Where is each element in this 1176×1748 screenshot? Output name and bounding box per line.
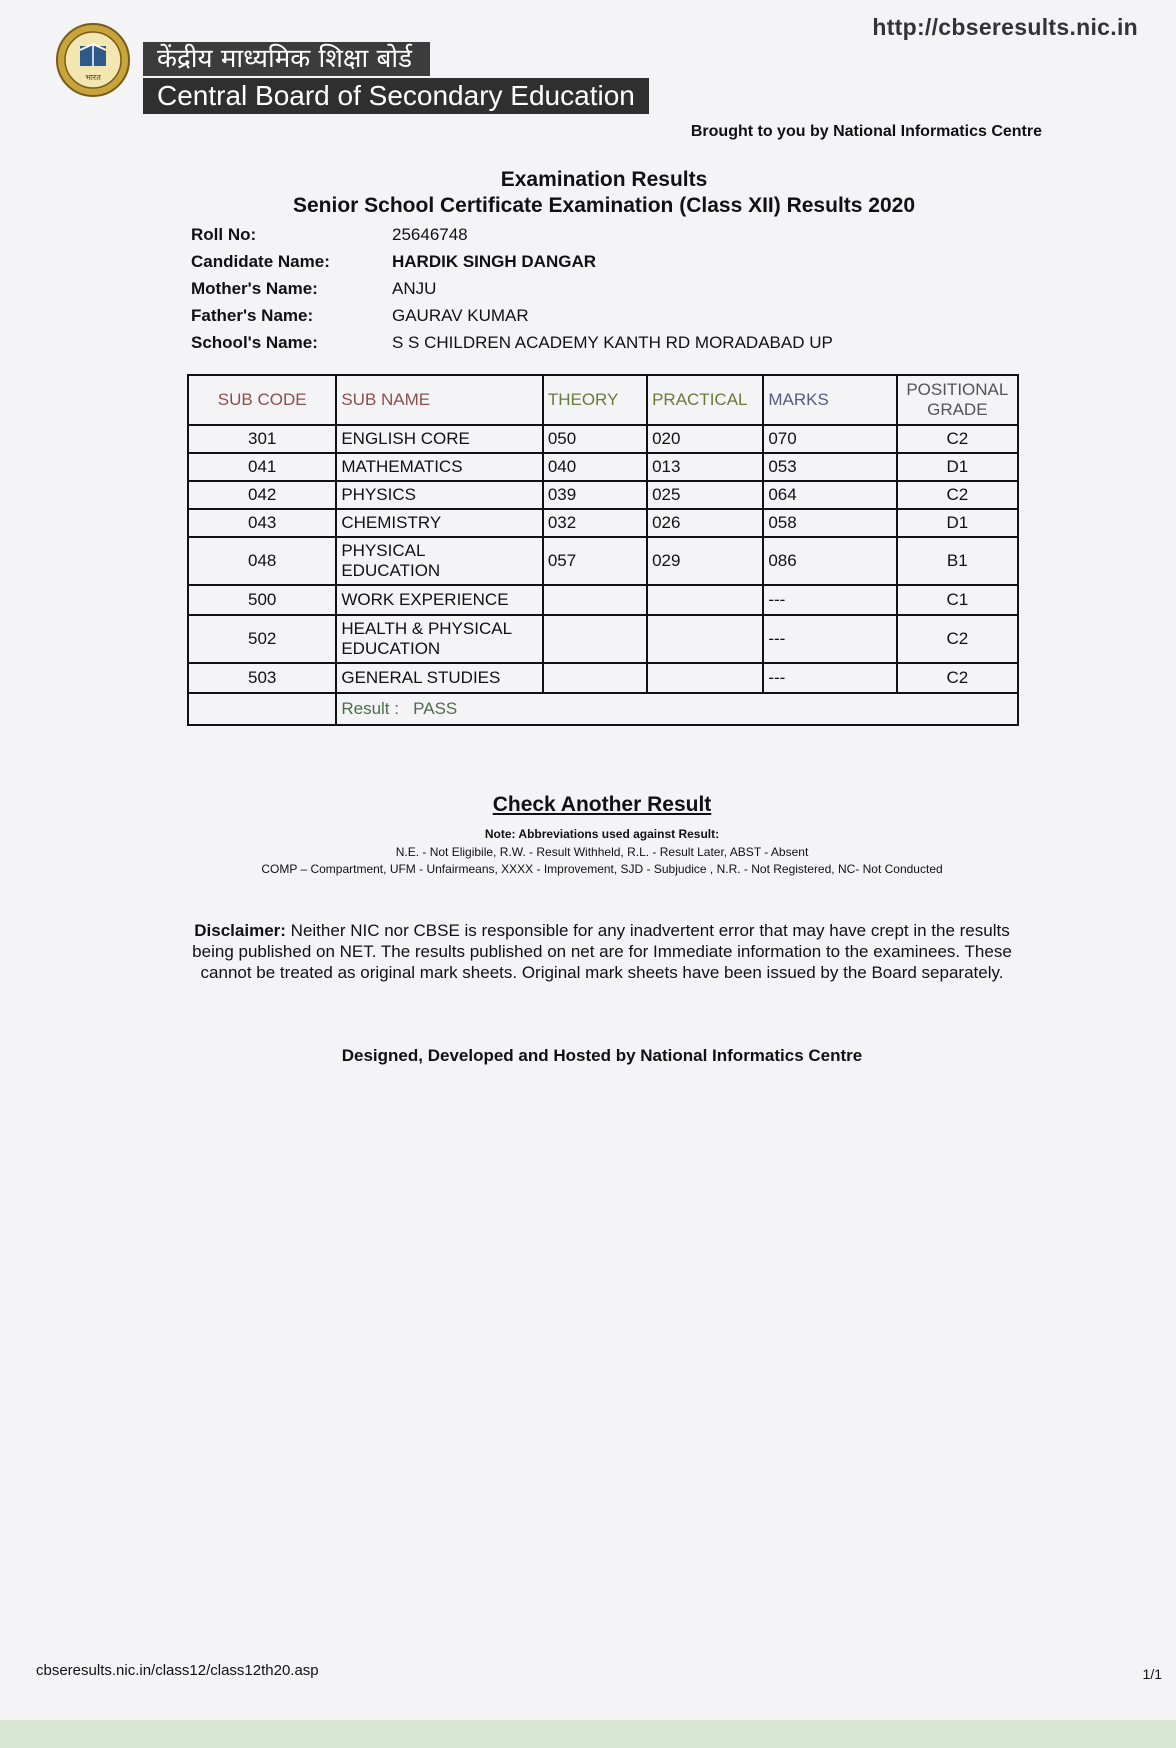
sub-code-cell: 502: [188, 615, 336, 663]
theory-cell: [543, 663, 647, 693]
sub-name-cell: [336, 537, 542, 585]
practical-cell: 025: [647, 481, 763, 509]
sub-name-cell: [336, 615, 542, 663]
theory-cell: 057: [543, 537, 647, 585]
header-theory: THEORY: [543, 375, 647, 425]
table-row: [188, 663, 1018, 693]
sub-name-cell: PHYSICS: [336, 481, 542, 509]
marks-cell: 064: [763, 481, 896, 509]
designed-by-text: Designed, Developed and Hosted by National Informatics Centre: [341, 1046, 863, 1065]
disclaimer-label: Disclaimer:: [194, 921, 286, 940]
result-row: [188, 693, 1018, 725]
note-line-1: N.E. - Not Eligibile, R.W. - Result Withheld, R.L. - Result Later, ABST - Absent: [395, 845, 809, 859]
grade-cell: C1: [897, 585, 1018, 615]
sub-name-cell: WORK EXPERIENCE: [336, 585, 542, 615]
cbse-emblem-icon: [54, 20, 132, 106]
grade-cell: B1: [897, 537, 1018, 585]
disclaimer: [188, 920, 1016, 983]
header-marks: MARKS: [763, 375, 896, 425]
grade-cell: D1: [897, 453, 1018, 481]
note-line-2: COMP – Compartment, UFM - Unfairmeans, XXXX - Improvement, SJD - Subjudice , N.R. - Not Registered, NC- Not Conducted: [261, 862, 943, 876]
sub-name-cell: CHEMISTRY: [336, 509, 542, 537]
marks-cell: 070: [763, 425, 896, 453]
site-url[interactable]: http://cbseresults.nic.in: [872, 14, 1138, 40]
mother-name-value: ANJU: [392, 279, 437, 298]
check-another-result-link[interactable]: Check Another Result: [492, 793, 712, 816]
table-row: [188, 509, 1018, 537]
sub-name-line1: HEALTH & PHYSICAL: [341, 619, 513, 638]
grade-cell: C2: [897, 615, 1018, 663]
result-spacer-cell: [188, 693, 336, 725]
marks-cell: ---: [763, 585, 896, 615]
grade-cell: D1: [897, 509, 1018, 537]
table-row: [188, 615, 1018, 663]
sub-name-cell: GENERAL STUDIES: [336, 663, 542, 693]
bottom-scan-strip: [0, 1720, 1176, 1748]
marks-cell: 086: [763, 537, 896, 585]
disclaimer-text: Neither NIC nor CBSE is responsible for any inadvertent error that may have crept in the results being published on NET. The results published on net are for Immediate information to the examinees. These cannot be treated as original mark sheets. Original mark sheets have been issued by the Board separately.: [192, 921, 1012, 982]
school-name-value: S S CHILDREN ACADEMY KANTH RD MORADABAD UP: [392, 333, 833, 352]
marks-table: [187, 374, 1019, 726]
theory-cell: 039: [543, 481, 647, 509]
practical-cell: 026: [647, 509, 763, 537]
result-value: PASS: [413, 699, 458, 718]
sub-code-cell: 503: [188, 663, 336, 693]
theory-cell: 032: [543, 509, 647, 537]
practical-cell: [647, 585, 763, 615]
school-name-label: School's Name:: [191, 333, 318, 352]
candidate-name-label: Candidate Name:: [191, 252, 330, 271]
sub-code-cell: 043: [188, 509, 336, 537]
practical-cell: 029: [647, 537, 763, 585]
table-row: [188, 537, 1018, 585]
table-header-row: [188, 375, 1018, 425]
brought-by-text: Brought to you by National Informatics Centre: [690, 123, 1042, 140]
table-row: [188, 585, 1018, 615]
sub-code-cell: 042: [188, 481, 336, 509]
exam-title: Examination Results: [500, 168, 708, 191]
header-grade-line1: POSITIONAL: [906, 380, 1009, 399]
practical-cell: 020: [647, 425, 763, 453]
practical-cell: 013: [647, 453, 763, 481]
marks-cell: 053: [763, 453, 896, 481]
roll-label: Roll No:: [191, 225, 257, 244]
theory-cell: [543, 615, 647, 663]
note-title: Note: Abbreviations used against Result:: [484, 827, 720, 841]
marks-cell: ---: [763, 615, 896, 663]
candidate-name-value: HARDIK SINGH DANGAR: [392, 252, 596, 271]
sub-code-cell: 500: [188, 585, 336, 615]
board-name-hindi: केंद्रीय माध्यमिक शिक्षा बोर्ड: [143, 42, 430, 76]
header-sub-code: SUB CODE: [188, 375, 336, 425]
father-name-value: GAURAV KUMAR: [392, 306, 529, 325]
sub-name-cell: ENGLISH CORE: [336, 425, 542, 453]
table-row: [188, 481, 1018, 509]
marks-cell: 058: [763, 509, 896, 537]
exam-subtitle: Senior School Certificate Examination (Class XII) Results 2020: [292, 194, 916, 217]
sub-name-line2: EDUCATION: [341, 639, 441, 658]
sub-code-cell: 041: [188, 453, 336, 481]
page-number: 1/1: [1142, 1666, 1162, 1682]
board-name-english: Central Board of Secondary Education: [143, 78, 649, 114]
mother-name-label: Mother's Name:: [191, 279, 318, 298]
result-label: Result :: [341, 699, 399, 718]
grade-cell: C2: [897, 481, 1018, 509]
sub-name-line2: EDUCATION: [341, 561, 441, 580]
sub-code-cell: 301: [188, 425, 336, 453]
footer-page-url: cbseresults.nic.in/class12/class12th20.asp: [36, 1662, 319, 1679]
table-row: [188, 425, 1018, 453]
grade-cell: C2: [897, 663, 1018, 693]
father-name-label: Father's Name:: [191, 306, 314, 325]
practical-cell: [647, 615, 763, 663]
result-cell: [336, 693, 1018, 725]
header-grade-line2: GRADE: [927, 400, 988, 419]
theory-cell: [543, 585, 647, 615]
sub-code-cell: 048: [188, 537, 336, 585]
sub-name-cell: MATHEMATICS: [336, 453, 542, 481]
theory-cell: 040: [543, 453, 647, 481]
table-row: [188, 453, 1018, 481]
sub-name-line1: PHYSICAL: [341, 541, 426, 560]
theory-cell: 050: [543, 425, 647, 453]
practical-cell: [647, 663, 763, 693]
header-sub-name: SUB NAME: [336, 375, 542, 425]
header-practical: PRACTICAL: [647, 375, 763, 425]
marks-cell: ---: [763, 663, 896, 693]
grade-cell: C2: [897, 425, 1018, 453]
emblem-caption: भारत: [85, 73, 101, 82]
roll-value: 25646748: [392, 225, 468, 244]
header-positional-grade: [897, 375, 1018, 425]
